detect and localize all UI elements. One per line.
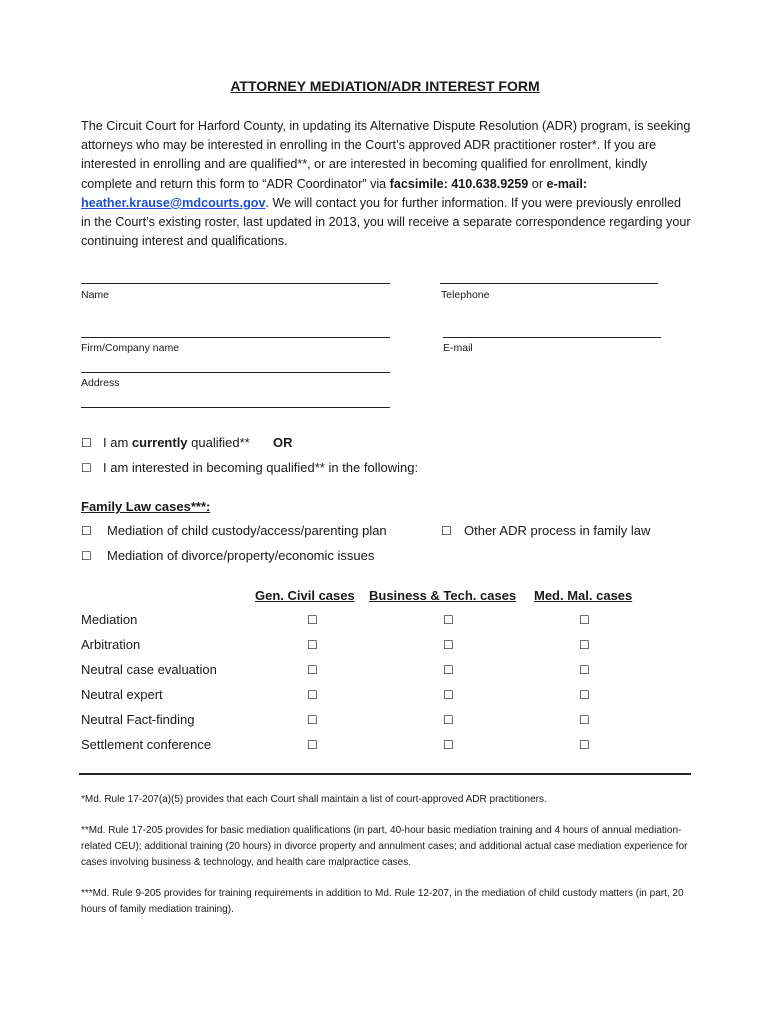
family-law-heading: Family Law cases***: <box>81 499 211 514</box>
form-title: ATTORNEY MEDIATION/ADR INTEREST FORM <box>230 78 540 94</box>
footnote-divider <box>79 773 691 775</box>
mediation-business-checkbox[interactable]: ☐ <box>443 613 454 627</box>
mediation-med-mal-checkbox[interactable]: ☐ <box>579 613 590 627</box>
expert-business-checkbox[interactable]: ☐ <box>443 688 454 702</box>
expert-med-mal-checkbox[interactable]: ☐ <box>579 688 590 702</box>
custody-label: Mediation of child custody/access/parenting plan <box>107 523 387 538</box>
settlement-gen-civil-checkbox[interactable]: ☐ <box>307 738 318 752</box>
interested-label: I am interested in becoming qualified** in the following: <box>103 460 419 475</box>
email-field-label: E-mail <box>443 342 473 354</box>
telephone-line[interactable] <box>440 283 658 284</box>
settlement-business-checkbox[interactable]: ☐ <box>443 738 454 752</box>
evaluation-gen-civil-checkbox[interactable]: ☐ <box>307 663 318 677</box>
divorce-checkbox[interactable]: ☐ <box>81 549 92 563</box>
currently-suffix: qualified** <box>187 435 250 450</box>
row-label-arbitration: Arbitration <box>81 637 141 652</box>
currently-qualified-checkbox[interactable]: ☐ <box>81 436 92 450</box>
firm-line[interactable] <box>81 337 390 338</box>
footnote-2: **Md. Rule 17-205 provides for basic mediation qualifications (in part, 40-hour basic mediation training and 4 hours of annual mediation-related CEU); additional training (20 hours) in divorce property and annulment cases; and additional actual case mediation experience for cases involving business & technology, and health care malpractice cases. <box>81 825 688 868</box>
row-label-neutral-expert: Neutral expert <box>81 687 163 702</box>
custody-checkbox[interactable]: ☐ <box>81 524 92 538</box>
currently-qualified-label <box>103 435 250 450</box>
arbitration-gen-civil-checkbox[interactable]: ☐ <box>307 638 318 652</box>
or-label: OR <box>273 435 293 450</box>
row-label-neutral-fact-finding: Neutral Fact-finding <box>81 712 195 727</box>
email-link[interactable]: heather.krause@mdcourts.gov <box>81 195 266 210</box>
fax-number: facsimile: 410.638.9259 <box>389 176 529 191</box>
row-label-mediation: Mediation <box>81 612 138 627</box>
firm-label: Firm/Company name <box>81 342 180 354</box>
footnote-1: *Md. Rule 17-207(a)(5) provides that each Court shall maintain a list of court-approved ADR practitioners. <box>81 794 547 805</box>
name-line[interactable] <box>81 283 390 284</box>
currently-prefix: I am <box>103 435 132 450</box>
name-label: Name <box>81 289 110 301</box>
arbitration-business-checkbox[interactable]: ☐ <box>443 638 454 652</box>
other-adr-label: Other ADR process in family law <box>464 523 651 538</box>
divorce-label: Mediation of divorce/property/economic issues <box>107 548 375 563</box>
intro-text: The Circuit Court for Harford County, in updating its Alternative Dispute Resolution (ADR) program, is seeking attorneys who may be interested in enrolling in the Court’s approved ADR practitioner roster*. If you are interested in enrolling and are qualified**, or are interested in becoming qualified for enrollment, kindly complete and return this form to “ADR Coordinator” via <box>81 119 691 191</box>
footnote-3: ***Md. Rule 9-205 provides for training requirements in addition to Md. Rule 12-207, in the mediation of child custody matters (in part, 20 hours of family mediation training). <box>81 888 684 915</box>
row-label-settlement-conference: Settlement conference <box>81 737 212 752</box>
col-header-med-mal: Med. Mal. cases <box>534 588 633 603</box>
telephone-label: Telephone <box>441 289 490 301</box>
mediation-gen-civil-checkbox[interactable]: ☐ <box>307 613 318 627</box>
intro-or: or <box>528 176 547 191</box>
row-label-neutral-case-evaluation: Neutral case evaluation <box>81 662 217 677</box>
factfinding-gen-civil-checkbox[interactable]: ☐ <box>307 713 318 727</box>
col-header-gen-civil: Gen. Civil cases <box>255 588 355 603</box>
expert-gen-civil-checkbox[interactable]: ☐ <box>307 688 318 702</box>
address-line-2[interactable] <box>81 407 390 408</box>
settlement-med-mal-checkbox[interactable]: ☐ <box>579 738 590 752</box>
intro-paragraph <box>81 117 693 251</box>
arbitration-med-mal-checkbox[interactable]: ☐ <box>579 638 590 652</box>
email-label: e-mail: <box>546 176 588 191</box>
other-adr-checkbox[interactable]: ☐ <box>441 524 452 538</box>
interested-checkbox[interactable]: ☐ <box>81 461 92 475</box>
factfinding-med-mal-checkbox[interactable]: ☐ <box>579 713 590 727</box>
evaluation-business-checkbox[interactable]: ☐ <box>443 663 454 677</box>
factfinding-business-checkbox[interactable]: ☐ <box>443 713 454 727</box>
evaluation-med-mal-checkbox[interactable]: ☐ <box>579 663 590 677</box>
address-label: Address <box>81 377 120 389</box>
email-line[interactable] <box>443 337 661 338</box>
address-line-1[interactable] <box>81 372 390 373</box>
col-header-business-tech: Business & Tech. cases <box>369 588 517 603</box>
intro-text-2: . We will contact you for further information. If you were previously enrolled in the Court’s existing roster, last updated in 2013, you will receive a separate correspondence regarding your continuing interest and qualifications. <box>81 195 691 249</box>
currently-bold: currently <box>131 435 188 450</box>
